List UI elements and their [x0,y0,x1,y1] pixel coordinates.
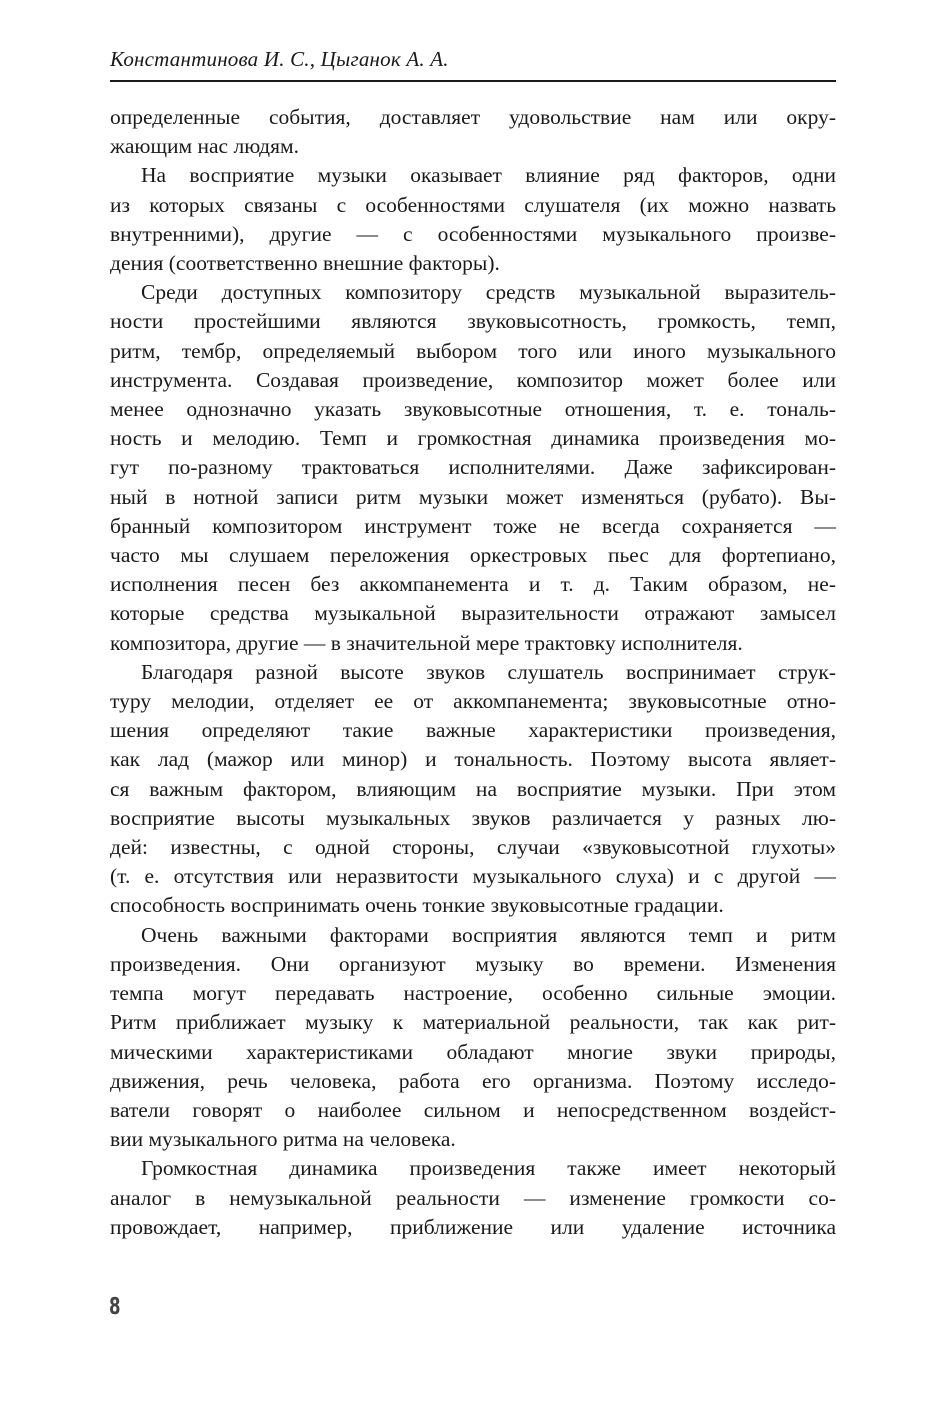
text-line: дей: известны, с одной стороны, случаи «звуковысотной глухоты» [110,835,836,860]
text-line: вии музыкального ритма на человека. [110,1127,456,1152]
text-line: произведения. Они организуют музыку во времени. Изменения [110,951,836,976]
text-line: бранный композитором инструмент тоже не всегда сохраняется — [110,513,836,538]
text-line: темпа могут передавать настроение, особенно сильные эмоции. [110,981,836,1006]
text-line: (т. е. отсутствия или неразвитости музыкального слуха) и с другой — [110,864,836,889]
text-line: исполнения песен без аккомпанемента и т. д. Таким образом, не- [110,572,836,597]
text-line: гут по-разному трактоваться исполнителями. Даже зафиксирован- [110,455,836,480]
text-line: Благодаря разной высоте звуков слушатель воспринимает струк- [141,659,836,684]
text-line: инструмента. Создавая произведение, композитор может более или [110,367,836,392]
text-line: На восприятие музыки оказывает влияние ряд факторов, одни [141,163,836,188]
running-header: Константинова И. С., Цыганок А. А. [110,47,449,71]
text-line: шения определяют такие важные характеристики произведения, [110,718,836,743]
text-line: определенные события, доставляет удовольствие нам или окру- [110,105,836,129]
header-rule [110,80,836,82]
text-line: ность и мелодию. Темп и громкостная динамика произведения мо- [110,426,836,451]
text-line: часто мы слушаем переложения оркестровых пьес для фортепиано, [110,543,836,568]
paragraph [110,1154,836,1242]
text-line: внутренними), другие — с особенностями музыкального произве- [110,221,836,246]
text-line: как лад (мажор или минор) и тональность. Поэтому высота являет- [110,747,836,772]
paragraph [110,161,836,278]
text-line: мическими характеристиками обладают многие звуки природы, [110,1039,836,1064]
text-line: аналог в немузыкальной реальности — изменение громкости со- [110,1185,836,1210]
text-line: туру мелодии, отделяет ее от аккомпанемента; звуковысотные отно- [110,689,836,714]
text-line: которые средства музыкальной выразительности отражают замысел [110,601,836,626]
text-line: Очень важными факторами восприятия являются темп и ритм [141,922,836,947]
text-line: провождает, например, приближение или удаление источника [110,1214,836,1239]
text-line: дения (соответственно внешние факторы). [110,251,500,276]
text-line: композитора, другие — в значительной мере трактовку исполнителя. [110,630,743,655]
text-line: Громкостная динамика произведения также имеет некоторый [141,1156,836,1181]
paragraph [110,103,836,161]
text-line: жающим нас людям. [110,134,299,159]
text-line: Среди доступных композитору средств музыкальной выразитель- [141,280,836,305]
text-line: ся важным фактором, влияющим на восприятие музыки. При этом [110,776,836,801]
text-line: восприятие высоты музыкальных звуков различается у разных лю- [110,805,836,830]
text-line: Ритм приближает музыку к материальной реальности, так как рит- [110,1010,836,1035]
text-line: из которых связаны с особенностями слушателя (их можно назвать [110,192,836,217]
text-line: ритм, тембр, определяемый выбором того или иного музыкального [110,338,836,363]
text-line: ности простейшими являются звуковысотность, громкость, темп, [110,309,836,334]
paragraph [110,921,836,1155]
text-line: ватели говорят о наиболее сильном и непосредственном воздейст- [110,1097,836,1122]
paragraph [110,278,836,658]
paragraph [110,658,836,921]
text-line: способность воспринимать очень тонкие звуковысотные градации. [110,893,724,918]
text-line: движения, речь человека, работа его организма. Поэтому исследо- [110,1068,836,1093]
text-line: менее однозначно указать звуковысотные отношения, т. е. тональ- [110,397,836,422]
text-line: ный в нотной записи ритм музыки может изменяться (рубато). Вы- [110,484,836,509]
page-number: 8 [109,1294,121,1320]
body-text [110,103,836,1242]
